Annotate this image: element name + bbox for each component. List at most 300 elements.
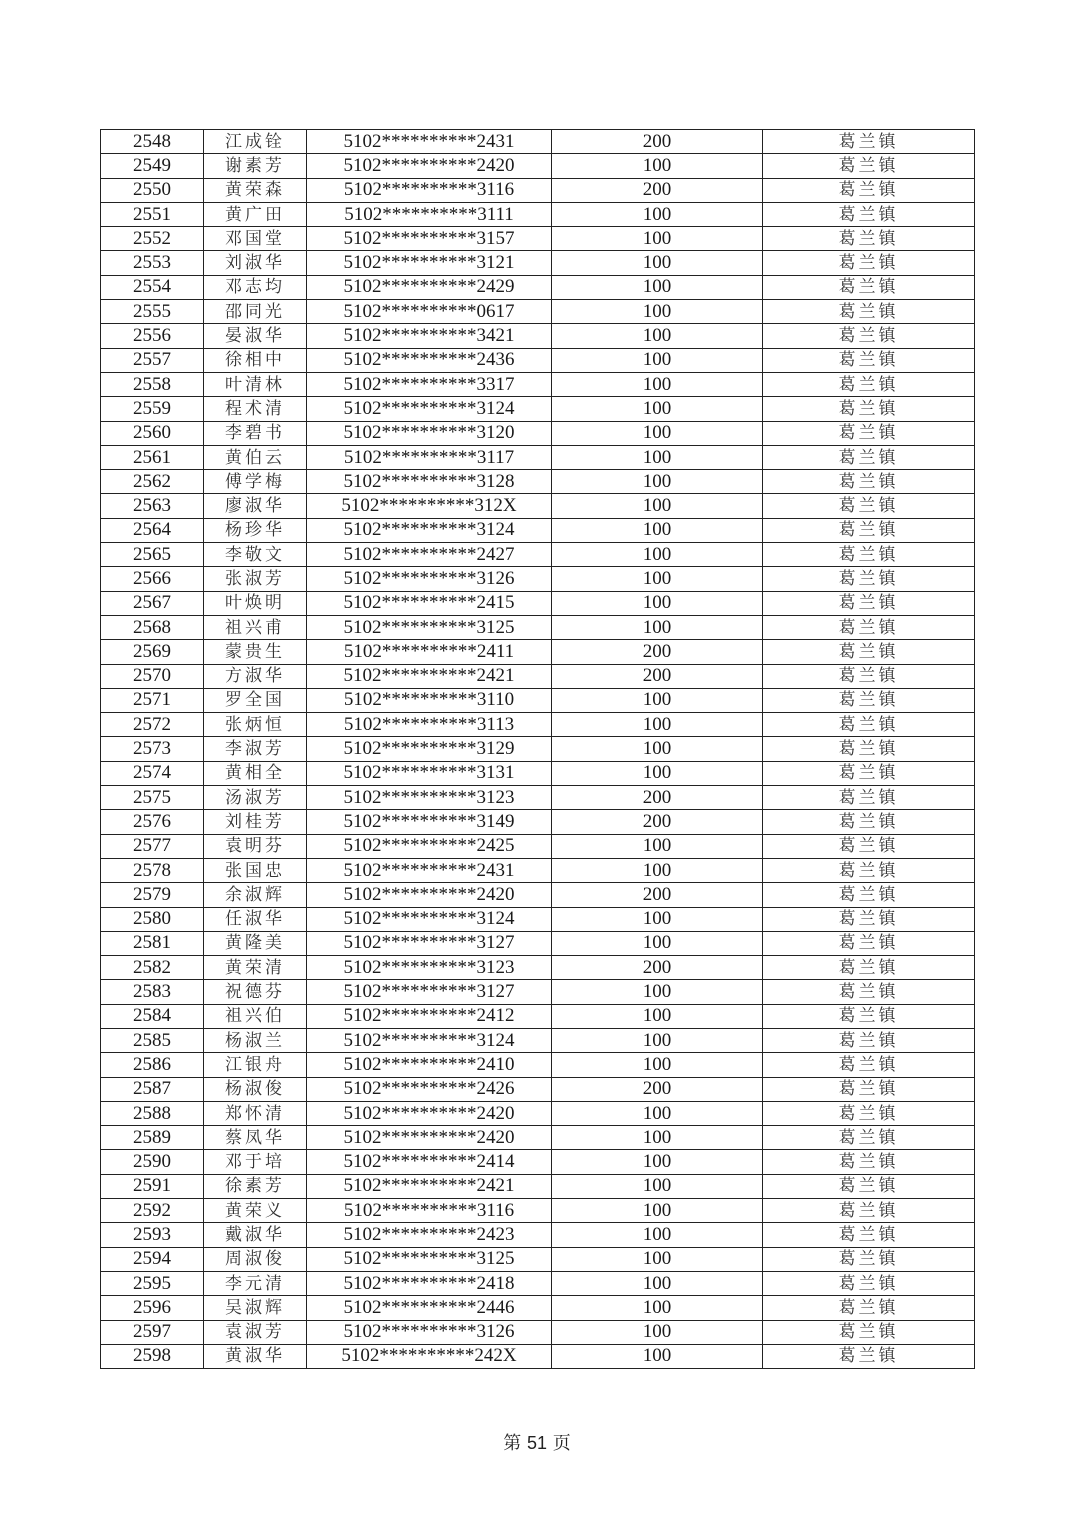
id-number-cell: 5102**********3127 — [307, 931, 552, 955]
town-cell: 葛兰镇 — [763, 300, 975, 324]
amount-cell: 100 — [552, 615, 763, 639]
row-number-cell: 2557 — [101, 348, 204, 372]
amount-cell: 100 — [552, 1004, 763, 1028]
table-row — [101, 130, 975, 154]
row-number-cell: 2585 — [101, 1028, 204, 1052]
table-row — [101, 737, 975, 761]
name-cell: 黄广田 — [204, 202, 307, 226]
row-number-cell: 2553 — [101, 251, 204, 275]
table-row — [101, 1174, 975, 1198]
amount-cell: 100 — [552, 737, 763, 761]
table-row — [101, 543, 975, 567]
town-cell: 葛兰镇 — [763, 1271, 975, 1295]
amount-cell: 100 — [552, 1174, 763, 1198]
name-cell: 邓国堂 — [204, 227, 307, 251]
table-row — [101, 1199, 975, 1223]
id-number-cell: 5102**********2436 — [307, 348, 552, 372]
town-cell: 葛兰镇 — [763, 688, 975, 712]
amount-cell: 200 — [552, 640, 763, 664]
id-number-cell: 5102**********3111 — [307, 202, 552, 226]
amount-cell: 100 — [552, 372, 763, 396]
id-number-cell: 5102**********3116 — [307, 1199, 552, 1223]
amount-cell: 100 — [552, 1028, 763, 1052]
amount-cell: 200 — [552, 1077, 763, 1101]
amount-cell: 100 — [552, 1126, 763, 1150]
amount-cell: 100 — [552, 397, 763, 421]
town-cell: 葛兰镇 — [763, 445, 975, 469]
name-cell: 汤淑芳 — [204, 786, 307, 810]
table-row — [101, 1150, 975, 1174]
table-row — [101, 1296, 975, 1320]
id-number-cell: 5102**********3131 — [307, 761, 552, 785]
id-number-cell: 5102**********2420 — [307, 154, 552, 178]
town-cell: 葛兰镇 — [763, 372, 975, 396]
name-cell: 徐相中 — [204, 348, 307, 372]
id-number-cell: 5102**********2429 — [307, 275, 552, 299]
row-number-cell: 2570 — [101, 664, 204, 688]
id-number-cell: 5102**********3157 — [307, 227, 552, 251]
name-cell: 徐素芳 — [204, 1174, 307, 1198]
table-row — [101, 907, 975, 931]
amount-cell: 100 — [552, 834, 763, 858]
id-number-cell: 5102**********3127 — [307, 980, 552, 1004]
id-number-cell: 5102**********3123 — [307, 786, 552, 810]
table-row — [101, 251, 975, 275]
amount-cell: 100 — [552, 591, 763, 615]
amount-cell: 200 — [552, 664, 763, 688]
town-cell: 葛兰镇 — [763, 761, 975, 785]
town-cell: 葛兰镇 — [763, 640, 975, 664]
name-cell: 廖淑华 — [204, 494, 307, 518]
table-row — [101, 1053, 975, 1077]
amount-cell: 100 — [552, 348, 763, 372]
table-row — [101, 591, 975, 615]
name-cell: 任淑华 — [204, 907, 307, 931]
town-cell: 葛兰镇 — [763, 1101, 975, 1125]
table-row — [101, 664, 975, 688]
town-cell: 葛兰镇 — [763, 130, 975, 154]
id-number-cell: 5102**********3124 — [307, 397, 552, 421]
row-number-cell: 2573 — [101, 737, 204, 761]
id-number-cell: 5102**********2427 — [307, 543, 552, 567]
id-number-cell: 5102**********242X — [307, 1344, 552, 1368]
town-cell: 葛兰镇 — [763, 421, 975, 445]
name-cell: 刘桂芳 — [204, 810, 307, 834]
table-row — [101, 858, 975, 882]
table-row — [101, 688, 975, 712]
id-number-cell: 5102**********3124 — [307, 1028, 552, 1052]
table-row — [101, 421, 975, 445]
row-number-cell: 2580 — [101, 907, 204, 931]
name-cell: 祖兴伯 — [204, 1004, 307, 1028]
name-cell: 李淑芳 — [204, 737, 307, 761]
table-row — [101, 300, 975, 324]
id-number-cell: 5102**********3110 — [307, 688, 552, 712]
row-number-cell: 2576 — [101, 810, 204, 834]
amount-cell: 100 — [552, 494, 763, 518]
id-number-cell: 5102**********2420 — [307, 1101, 552, 1125]
name-cell: 黄荣义 — [204, 1199, 307, 1223]
amount-cell: 100 — [552, 1296, 763, 1320]
table-row — [101, 445, 975, 469]
row-number-cell: 2550 — [101, 178, 204, 202]
name-cell: 邓志均 — [204, 275, 307, 299]
town-cell: 葛兰镇 — [763, 154, 975, 178]
name-cell: 程术清 — [204, 397, 307, 421]
name-cell: 张炳恒 — [204, 713, 307, 737]
town-cell: 葛兰镇 — [763, 1004, 975, 1028]
row-number-cell: 2597 — [101, 1320, 204, 1344]
name-cell: 李碧书 — [204, 421, 307, 445]
table-row — [101, 1247, 975, 1271]
row-number-cell: 2591 — [101, 1174, 204, 1198]
town-cell: 葛兰镇 — [763, 956, 975, 980]
row-number-cell: 2564 — [101, 518, 204, 542]
table-row — [101, 397, 975, 421]
amount-cell: 100 — [552, 202, 763, 226]
id-number-cell: 5102**********2423 — [307, 1223, 552, 1247]
table-row — [101, 1028, 975, 1052]
town-cell: 葛兰镇 — [763, 615, 975, 639]
id-number-cell: 5102**********2421 — [307, 1174, 552, 1198]
table-row — [101, 1320, 975, 1344]
town-cell: 葛兰镇 — [763, 324, 975, 348]
name-cell: 蒙贵生 — [204, 640, 307, 664]
id-number-cell: 5102**********2425 — [307, 834, 552, 858]
id-number-cell: 5102**********2420 — [307, 883, 552, 907]
town-cell: 葛兰镇 — [763, 202, 975, 226]
table-row — [101, 883, 975, 907]
table-row — [101, 1126, 975, 1150]
town-cell: 葛兰镇 — [763, 664, 975, 688]
name-cell: 杨淑兰 — [204, 1028, 307, 1052]
row-number-cell: 2582 — [101, 956, 204, 980]
amount-cell: 100 — [552, 154, 763, 178]
amount-cell: 100 — [552, 761, 763, 785]
town-cell: 葛兰镇 — [763, 883, 975, 907]
town-cell: 葛兰镇 — [763, 931, 975, 955]
amount-cell: 100 — [552, 1101, 763, 1125]
table-row — [101, 931, 975, 955]
amount-cell: 100 — [552, 1247, 763, 1271]
name-cell: 黄伯云 — [204, 445, 307, 469]
town-cell: 葛兰镇 — [763, 834, 975, 858]
row-number-cell: 2554 — [101, 275, 204, 299]
amount-cell: 200 — [552, 956, 763, 980]
amount-cell: 100 — [552, 251, 763, 275]
name-cell: 黄相全 — [204, 761, 307, 785]
amount-cell: 100 — [552, 227, 763, 251]
town-cell: 葛兰镇 — [763, 1223, 975, 1247]
name-cell: 邓于培 — [204, 1150, 307, 1174]
row-number-cell: 2592 — [101, 1199, 204, 1223]
table-row — [101, 470, 975, 494]
id-number-cell: 5102**********3120 — [307, 421, 552, 445]
row-number-cell: 2549 — [101, 154, 204, 178]
table-row — [101, 810, 975, 834]
table-row — [101, 1344, 975, 1368]
row-number-cell: 2558 — [101, 372, 204, 396]
town-cell: 葛兰镇 — [763, 1150, 975, 1174]
table-row — [101, 154, 975, 178]
name-cell: 罗全国 — [204, 688, 307, 712]
amount-cell: 100 — [552, 567, 763, 591]
name-cell: 方淑华 — [204, 664, 307, 688]
table-row — [101, 202, 975, 226]
row-number-cell: 2581 — [101, 931, 204, 955]
id-number-cell: 5102**********2431 — [307, 858, 552, 882]
amount-cell: 100 — [552, 543, 763, 567]
town-cell: 葛兰镇 — [763, 1028, 975, 1052]
name-cell: 黄淑华 — [204, 1344, 307, 1368]
town-cell: 葛兰镇 — [763, 1344, 975, 1368]
name-cell: 袁明芬 — [204, 834, 307, 858]
row-number-cell: 2571 — [101, 688, 204, 712]
row-number-cell: 2567 — [101, 591, 204, 615]
town-cell: 葛兰镇 — [763, 1199, 975, 1223]
amount-cell: 200 — [552, 178, 763, 202]
amount-cell: 100 — [552, 324, 763, 348]
table-row — [101, 980, 975, 1004]
id-number-cell: 5102**********2411 — [307, 640, 552, 664]
table-row — [101, 348, 975, 372]
row-number-cell: 2578 — [101, 858, 204, 882]
row-number-cell: 2577 — [101, 834, 204, 858]
amount-cell: 100 — [552, 1344, 763, 1368]
id-number-cell: 5102**********2410 — [307, 1053, 552, 1077]
name-cell: 蔡凤华 — [204, 1126, 307, 1150]
table-body — [101, 130, 975, 1369]
town-cell: 葛兰镇 — [763, 470, 975, 494]
name-cell: 吴淑辉 — [204, 1296, 307, 1320]
table-row — [101, 956, 975, 980]
town-cell: 葛兰镇 — [763, 543, 975, 567]
row-number-cell: 2568 — [101, 615, 204, 639]
page-number: 51 — [526, 1433, 548, 1453]
name-cell: 刘淑华 — [204, 251, 307, 275]
town-cell: 葛兰镇 — [763, 737, 975, 761]
id-number-cell: 5102**********3126 — [307, 567, 552, 591]
table-row — [101, 713, 975, 737]
amount-cell: 100 — [552, 1150, 763, 1174]
row-number-cell: 2587 — [101, 1077, 204, 1101]
amount-cell: 100 — [552, 518, 763, 542]
row-number-cell: 2566 — [101, 567, 204, 591]
name-cell: 江银舟 — [204, 1053, 307, 1077]
table-row — [101, 1271, 975, 1295]
row-number-cell: 2595 — [101, 1271, 204, 1295]
town-cell: 葛兰镇 — [763, 567, 975, 591]
town-cell: 葛兰镇 — [763, 713, 975, 737]
town-cell: 葛兰镇 — [763, 1174, 975, 1198]
id-number-cell: 5102**********3124 — [307, 518, 552, 542]
name-cell: 黄荣森 — [204, 178, 307, 202]
row-number-cell: 2586 — [101, 1053, 204, 1077]
town-cell: 葛兰镇 — [763, 1296, 975, 1320]
name-cell: 李敬文 — [204, 543, 307, 567]
amount-cell: 100 — [552, 980, 763, 1004]
row-number-cell: 2579 — [101, 883, 204, 907]
town-cell: 葛兰镇 — [763, 858, 975, 882]
table-row — [101, 615, 975, 639]
name-cell: 叶清林 — [204, 372, 307, 396]
name-cell: 余淑辉 — [204, 883, 307, 907]
name-cell: 祝德芬 — [204, 980, 307, 1004]
amount-cell: 200 — [552, 130, 763, 154]
row-number-cell: 2561 — [101, 445, 204, 469]
id-number-cell: 5102**********2415 — [307, 591, 552, 615]
town-cell: 葛兰镇 — [763, 1247, 975, 1271]
name-cell: 张国忠 — [204, 858, 307, 882]
row-number-cell: 2559 — [101, 397, 204, 421]
amount-cell: 100 — [552, 470, 763, 494]
id-number-cell: 5102**********2414 — [307, 1150, 552, 1174]
name-cell: 黄荣清 — [204, 956, 307, 980]
id-number-cell: 5102**********312X — [307, 494, 552, 518]
town-cell: 葛兰镇 — [763, 980, 975, 1004]
table-row — [101, 1223, 975, 1247]
town-cell: 葛兰镇 — [763, 1126, 975, 1150]
id-number-cell: 5102**********3126 — [307, 1320, 552, 1344]
table-row — [101, 178, 975, 202]
id-number-cell: 5102**********3123 — [307, 956, 552, 980]
id-number-cell: 5102**********3116 — [307, 178, 552, 202]
town-cell: 葛兰镇 — [763, 275, 975, 299]
amount-cell: 100 — [552, 1320, 763, 1344]
amount-cell: 100 — [552, 1223, 763, 1247]
row-number-cell: 2575 — [101, 786, 204, 810]
id-number-cell: 5102**********3317 — [307, 372, 552, 396]
town-cell: 葛兰镇 — [763, 1053, 975, 1077]
amount-cell: 200 — [552, 883, 763, 907]
id-number-cell: 5102**********3149 — [307, 810, 552, 834]
id-number-cell: 5102**********3128 — [307, 470, 552, 494]
subsidy-table — [100, 129, 975, 1369]
page-label-prefix: 第 — [503, 1433, 522, 1454]
page-label-suffix: 页 — [552, 1433, 571, 1454]
town-cell: 葛兰镇 — [763, 518, 975, 542]
id-number-cell: 5102**********3125 — [307, 1247, 552, 1271]
row-number-cell: 2562 — [101, 470, 204, 494]
name-cell: 晏淑华 — [204, 324, 307, 348]
id-number-cell: 5102**********3129 — [307, 737, 552, 761]
row-number-cell: 2569 — [101, 640, 204, 664]
table-row — [101, 1077, 975, 1101]
amount-cell: 200 — [552, 810, 763, 834]
id-number-cell: 5102**********2426 — [307, 1077, 552, 1101]
name-cell: 邵同光 — [204, 300, 307, 324]
table-row — [101, 834, 975, 858]
row-number-cell: 2594 — [101, 1247, 204, 1271]
town-cell: 葛兰镇 — [763, 810, 975, 834]
amount-cell: 100 — [552, 421, 763, 445]
table-row — [101, 372, 975, 396]
amount-cell: 200 — [552, 786, 763, 810]
town-cell: 葛兰镇 — [763, 1077, 975, 1101]
id-number-cell: 5102**********2420 — [307, 1126, 552, 1150]
name-cell: 李元清 — [204, 1271, 307, 1295]
town-cell: 葛兰镇 — [763, 227, 975, 251]
name-cell: 祖兴甫 — [204, 615, 307, 639]
table-row — [101, 1004, 975, 1028]
name-cell: 周淑俊 — [204, 1247, 307, 1271]
table-row — [101, 786, 975, 810]
row-number-cell: 2572 — [101, 713, 204, 737]
amount-cell: 100 — [552, 858, 763, 882]
id-number-cell: 5102**********3113 — [307, 713, 552, 737]
town-cell: 葛兰镇 — [763, 786, 975, 810]
id-number-cell: 5102**********2421 — [307, 664, 552, 688]
row-number-cell: 2563 — [101, 494, 204, 518]
id-number-cell: 5102**********2446 — [307, 1296, 552, 1320]
amount-cell: 100 — [552, 1271, 763, 1295]
table-row — [101, 227, 975, 251]
row-number-cell: 2598 — [101, 1344, 204, 1368]
row-number-cell: 2574 — [101, 761, 204, 785]
table-row — [101, 761, 975, 785]
amount-cell: 100 — [552, 713, 763, 737]
table-row — [101, 494, 975, 518]
amount-cell: 100 — [552, 1199, 763, 1223]
name-cell: 谢素芳 — [204, 154, 307, 178]
page-footer — [0, 1429, 1074, 1455]
row-number-cell: 2556 — [101, 324, 204, 348]
id-number-cell: 5102**********2431 — [307, 130, 552, 154]
town-cell: 葛兰镇 — [763, 348, 975, 372]
town-cell: 葛兰镇 — [763, 178, 975, 202]
row-number-cell: 2565 — [101, 543, 204, 567]
id-number-cell: 5102**********0617 — [307, 300, 552, 324]
table-row — [101, 275, 975, 299]
row-number-cell: 2552 — [101, 227, 204, 251]
row-number-cell: 2589 — [101, 1126, 204, 1150]
amount-cell: 100 — [552, 688, 763, 712]
name-cell: 叶焕明 — [204, 591, 307, 615]
town-cell: 葛兰镇 — [763, 1320, 975, 1344]
id-number-cell: 5102**********2418 — [307, 1271, 552, 1295]
table-row — [101, 324, 975, 348]
amount-cell: 100 — [552, 1053, 763, 1077]
row-number-cell: 2596 — [101, 1296, 204, 1320]
id-number-cell: 5102**********3124 — [307, 907, 552, 931]
name-cell: 张淑芳 — [204, 567, 307, 591]
table-row — [101, 640, 975, 664]
amount-cell: 100 — [552, 300, 763, 324]
id-number-cell: 5102**********3121 — [307, 251, 552, 275]
table-row — [101, 518, 975, 542]
amount-cell: 100 — [552, 931, 763, 955]
name-cell: 黄隆美 — [204, 931, 307, 955]
name-cell: 郑怀清 — [204, 1101, 307, 1125]
town-cell: 葛兰镇 — [763, 907, 975, 931]
name-cell: 戴淑华 — [204, 1223, 307, 1247]
id-number-cell: 5102**********2412 — [307, 1004, 552, 1028]
id-number-cell: 5102**********3421 — [307, 324, 552, 348]
row-number-cell: 2593 — [101, 1223, 204, 1247]
id-number-cell: 5102**********3117 — [307, 445, 552, 469]
town-cell: 葛兰镇 — [763, 494, 975, 518]
name-cell: 傅学梅 — [204, 470, 307, 494]
row-number-cell: 2590 — [101, 1150, 204, 1174]
name-cell: 杨淑俊 — [204, 1077, 307, 1101]
table-row — [101, 1101, 975, 1125]
id-number-cell: 5102**********3125 — [307, 615, 552, 639]
amount-cell: 100 — [552, 445, 763, 469]
town-cell: 葛兰镇 — [763, 591, 975, 615]
row-number-cell: 2583 — [101, 980, 204, 1004]
row-number-cell: 2551 — [101, 202, 204, 226]
amount-cell: 100 — [552, 275, 763, 299]
